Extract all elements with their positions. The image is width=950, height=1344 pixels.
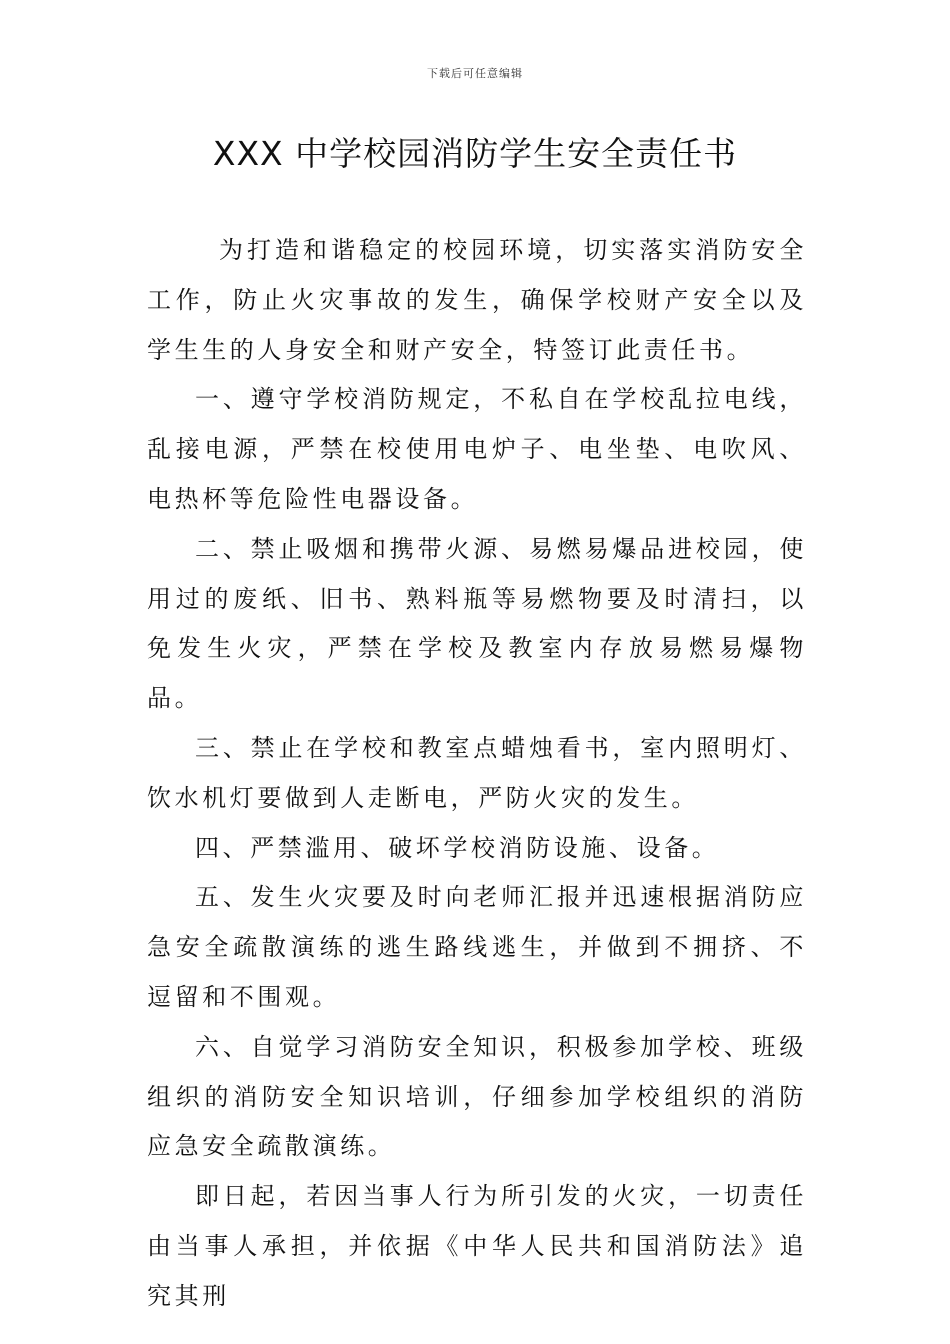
paragraph-rule-6: 六、自觉学习消防安全知识，积极参加学校、班级组织的消防安全知识培训，仔细参加学校组织的消防应急安全疏散演练。	[147, 1032, 807, 1161]
paragraph-rule-4: 四、严禁滥用、破坏学校消防设施、设备。	[195, 833, 720, 862]
document-body	[147, 226, 807, 1322]
paragraph-rule-3: 三、禁止在学校和教室点蜡烛看书，室内照明灯、饮水机灯要做到人走断电，严防火灾的发生。	[147, 733, 807, 812]
document-title: XXX 中学校园消防学生安全责任书	[212, 134, 738, 173]
paragraph-rule-1: 一、遵守学校消防规定，不私自在学校乱拉电线，乱接电源，严禁在校使用电炉子、电坐垫、电吹风、电热杯等危险性电器设备。	[147, 385, 807, 513]
page-header-note: 下载后可任意编辑	[427, 67, 523, 80]
paragraph-rule-2: 二、禁止吸烟和携带火源、易燃易爆品进校园，使用过的废纸、旧书、熟料瓶等易燃物要及时清扫，以免发生火灾，严禁在学校及教室内存放易燃易爆物品。	[147, 534, 807, 713]
paragraph-liability: 即日起，若因当事人行为所引发的火灾，一切责任由当事人承担，并依据《中华人民共和国消防法》追究其刑	[147, 1182, 807, 1310]
paragraph-rule-5: 五、发生火灾要及时向老师汇报并迅速根据消防应急安全疏散演练的逃生路线逃生，并做到不拥挤、不逗留和不围观。	[147, 883, 807, 1011]
paragraph-intro: 为打造和谐稳定的校园环境，切实落实消防安全工作，防止火灾事故的发生，确保学校财产安全以及学生生的人身安全和财产安全，特签订此责任书。	[147, 236, 807, 364]
